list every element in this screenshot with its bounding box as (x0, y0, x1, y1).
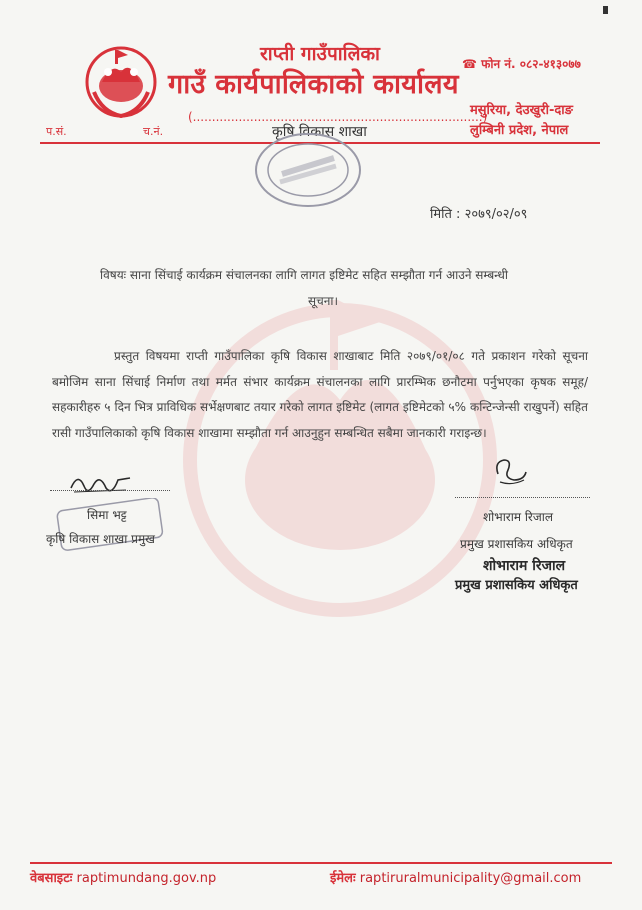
right-signature (490, 452, 530, 492)
left-signatory-title: कृषि विकास शाखा प्रमुख (46, 532, 155, 546)
email-label: ईमेलः (330, 871, 356, 886)
officer-name-stamp: शोभाराम रिजाल (483, 558, 566, 574)
left-signature-line (50, 490, 170, 491)
ref-ps-label: प.सं. (46, 125, 67, 138)
subject-block (100, 262, 600, 314)
right-signatory-name: शोभाराम रिजाल (483, 510, 553, 524)
subject-line2: सूचना। (308, 294, 339, 308)
left-signature (66, 470, 136, 500)
ref-cn-label: च.नं. (143, 125, 164, 138)
right-signatory-title: प्रमुख प्रशासकिय अधिकृत (460, 537, 573, 551)
paren-placeholder-line: (............................................................................) (188, 110, 488, 124)
left-signatory-name: सिमा भट्ट (87, 508, 127, 522)
body-indent (52, 349, 114, 363)
nepal-emblem-logo (82, 42, 160, 120)
body-text: प्रस्तुत विषयमा राप्ती गाउँपालिका कृषि विकास शाखाबाट मिति २०७९/०१/०८ गते प्रकाशन गरेको सूचना बमोजिम साना सिंचाई निर्माण तथा मर्मत संभार कार्यक्रम संचालनका लागि प्रारम्भिक छनौटमा पर्नुभएका कृषक समूह/ सहकारीहरु ५ दिन भित्र प्राविधिक सर्भेक्षणबाट तयार गरेको लागत इष्टिमेट (लागत इष्टिमेटको ५% कन्टिन्जेन्सी राखुपर्ने) सहित रासी गाउँपालिकाको कृषि विकास शाखामा सम्झौता गर्न आउनुहुन सम्बन्धित सबैमा जानकारी गराइन्छ। (52, 349, 588, 440)
org-name-line2: गाउँ कार्यपालिकाको कार्यालय (168, 69, 459, 100)
branch-name: कृषि विकास शाखा (272, 124, 367, 140)
officer-title-stamp: प्रमुख प्रशासकिय अधिकृत (455, 578, 578, 593)
email-link[interactable]: raptiruralmunicipality@gmail.com (359, 871, 582, 886)
address-line1: मसुरिया, देउखुरी-दाङ (470, 103, 573, 118)
footer-website (30, 868, 216, 886)
address-line2: लुम्बिनी प्रदेश, नेपाल (470, 123, 569, 138)
footer-email (330, 868, 581, 886)
office-seal-stamp (252, 130, 364, 210)
footer-divider (30, 862, 612, 864)
website-link[interactable]: raptimundang.gov.np (76, 871, 217, 886)
corner-mark (603, 6, 608, 14)
org-name-line1: राप्ती गाउँपालिका (260, 43, 380, 65)
phone-number: ☎ फोन नं. ०८२-४१३०७७ (462, 57, 581, 71)
subject-line1: विषयः साना सिंचाई कार्यक्रम संचालनका लागि लागत इष्टिमेट सहित सम्झौता गर्न आउने सम्बन्धी (100, 268, 508, 282)
letter-date: मिति : २०७९/०२/०९ (430, 207, 528, 222)
right-signature-line (455, 497, 590, 498)
watermark-emblem (180, 290, 500, 620)
website-label: वेबसाइटः (30, 871, 73, 886)
body-paragraph (52, 344, 588, 446)
